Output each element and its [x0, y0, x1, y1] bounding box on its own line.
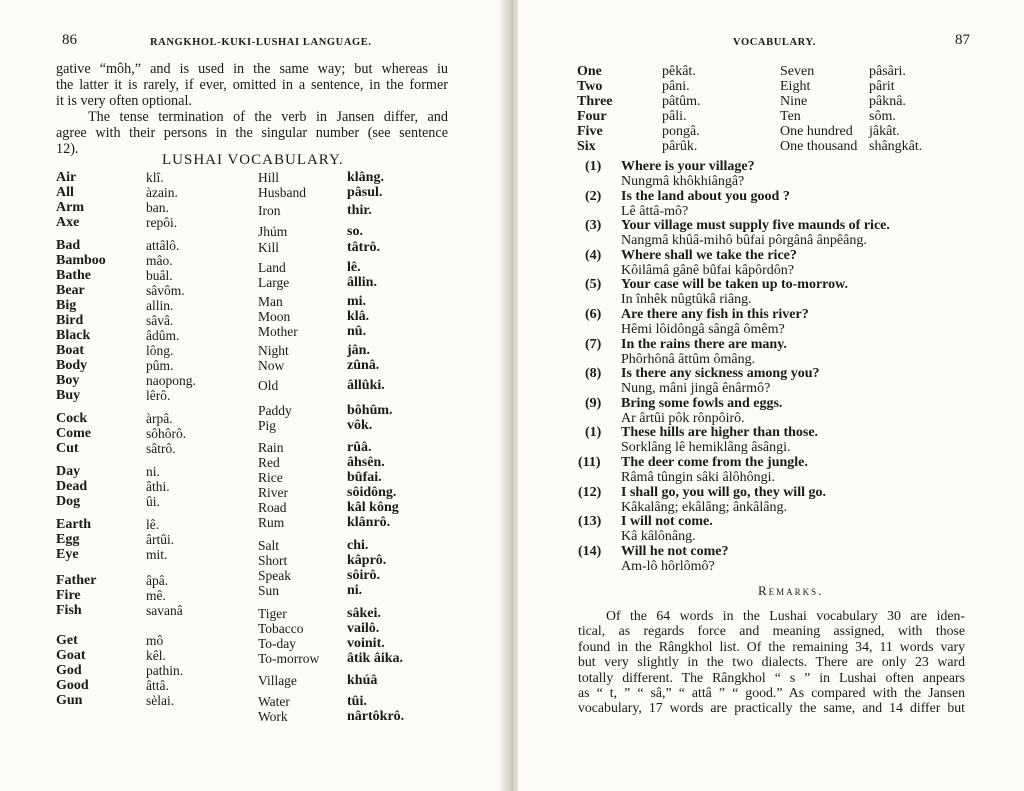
- vocab-word: Cut: [56, 441, 79, 456]
- remarks-line: Of the 64 words in the Lushai vocabulary 30 are iden-: [606, 608, 965, 623]
- intro-line: it is very often optional.: [56, 93, 192, 109]
- sentence-number: (5): [585, 277, 602, 292]
- sentence-english: I shall go, you will go, they will go.: [621, 485, 826, 500]
- numeral-meaning: pâtûm.: [662, 94, 701, 109]
- sentence-number: (1): [585, 425, 602, 440]
- vocab-meaning: zûnâ.: [347, 358, 380, 373]
- intro-line: The tense termination of the verb in Jansen differ, and: [88, 109, 448, 125]
- vocab-meaning: ban.: [146, 200, 169, 215]
- vocab-meaning: sâvâ.: [146, 313, 174, 328]
- numeral-meaning: pêkât.: [662, 64, 696, 79]
- vocab-meaning: mâo.: [146, 253, 173, 268]
- sentence-english: Bring some fowls and eggs.: [621, 396, 783, 411]
- vocab-word: Goat: [56, 648, 86, 663]
- vocab-word: Work: [258, 709, 288, 724]
- vocab-meaning: âttâ.: [146, 678, 169, 693]
- vocab-word: Land: [258, 260, 286, 275]
- numeral-word: Four: [577, 109, 607, 124]
- vocab-meaning: klî.: [146, 170, 164, 185]
- vocab-meaning: âpâ.: [146, 573, 169, 588]
- vocab-meaning: lêrô.: [146, 388, 171, 403]
- sentence-lushai: Phôrhônâ âttûm ômâng.: [621, 352, 756, 367]
- numeral-meaning: sôm.: [869, 109, 896, 124]
- sentence-number: (1): [585, 159, 602, 174]
- vocab-word: Bathe: [56, 268, 91, 283]
- sentence-number: (11): [578, 455, 601, 470]
- vocab-word: Fire: [56, 588, 81, 603]
- vocab-word: Egg: [56, 532, 80, 547]
- vocab-word: Earth: [56, 517, 91, 532]
- vocab-meaning: vôk.: [347, 418, 373, 433]
- intro-line: agree with their persons in the singular number (see sentence: [56, 125, 448, 141]
- sentence-number: (3): [585, 218, 602, 233]
- remarks-heading: Remarks.: [758, 583, 824, 598]
- vocab-meaning: lê.: [347, 260, 361, 275]
- vocab-word: Dog: [56, 494, 81, 509]
- vocab-meaning: sâtrô.: [146, 441, 176, 456]
- vocab-meaning: âhsên.: [347, 455, 385, 470]
- numeral-meaning: pâni.: [662, 79, 690, 94]
- sentence-english: Where is your village?: [621, 159, 755, 174]
- vocab-meaning: naopong.: [146, 373, 196, 388]
- running-head-left: RANGKHOL-KUKI-LUSHAI LANGUAGE.: [150, 37, 372, 48]
- vocab-meaning: bûfai.: [347, 470, 382, 485]
- remarks-line: found in the Rângkhol list. Of the remaining 34, 11 words vary: [578, 638, 965, 654]
- sentence-lushai: Ar ârtûi pôk rônpôirô.: [621, 411, 745, 426]
- vocab-word: Pig: [258, 418, 277, 433]
- vocab-meaning: mi.: [347, 294, 367, 309]
- vocab-word: All: [56, 185, 74, 200]
- numeral-meaning: pâli.: [662, 109, 687, 124]
- vocab-meaning: sâvôm.: [146, 283, 185, 298]
- sentence-english: Your village must supply five maunds of rice.: [621, 218, 890, 233]
- vocab-word: Axe: [56, 215, 80, 230]
- sentence-lushai: In înhêk nûgtûkâ riâng.: [621, 292, 752, 307]
- vocab-meaning: nû.: [347, 324, 367, 339]
- vocab-meaning: pâsul.: [347, 185, 383, 200]
- vocab-word: Bad: [56, 238, 81, 253]
- vocab-meaning: chi.: [347, 538, 369, 553]
- vocab-meaning: mê.: [146, 588, 166, 603]
- vocab-word: Husband: [258, 185, 306, 200]
- remarks-line: totally different. The Rângkhol “ s ” in Lushai often anpears: [578, 669, 965, 685]
- vocab-meaning: voinit.: [347, 636, 385, 651]
- numeral-word: Nine: [780, 94, 808, 109]
- sentence-lushai: Nungmâ khôkhiângâ?: [621, 174, 745, 189]
- vocab-meaning: vailô.: [347, 621, 380, 636]
- sentence-number: (14): [578, 544, 602, 559]
- vocab-meaning: âdûm.: [146, 328, 180, 343]
- vocab-word: Mother: [258, 324, 298, 339]
- vocab-word: Large: [258, 275, 290, 290]
- vocab-word: Old: [258, 378, 279, 393]
- sentence-english: Is there any sickness among you?: [621, 366, 820, 381]
- vocab-meaning: âllin.: [347, 275, 377, 290]
- sentence-english: In the rains there are many.: [621, 337, 787, 352]
- vocab-word: Arm: [56, 200, 84, 215]
- vocab-word: Iron: [258, 203, 281, 218]
- remarks-line: but very slightly in the two dialects. There are only 23 ward: [578, 654, 965, 670]
- numeral-meaning: pongâ.: [662, 124, 700, 139]
- vocab-meaning: klâng.: [347, 170, 384, 185]
- vocab-word: Bamboo: [56, 253, 106, 268]
- vocab-meaning: rûâ.: [347, 440, 372, 455]
- page-number-right: 87: [955, 32, 970, 48]
- vocab-meaning: tâtrô.: [347, 240, 381, 255]
- sentence-english: Where shall we take the rice?: [621, 248, 797, 263]
- vocab-meaning: kâprô.: [347, 553, 387, 568]
- page-number-left: 86: [62, 32, 77, 48]
- vocab-word: Salt: [258, 538, 280, 553]
- sentence-english: Your case will be taken up to-morrow.: [621, 277, 848, 292]
- sentence-english: I will not come.: [621, 514, 713, 529]
- vocab-word: To-morrow: [258, 651, 320, 666]
- vocab-meaning: tûi.: [347, 694, 367, 709]
- vocab-word: Black: [56, 328, 91, 343]
- vocab-word: Hill: [258, 170, 280, 185]
- vocab-word: Boy: [56, 373, 80, 388]
- vocab-word: Buy: [56, 388, 81, 403]
- vocab-meaning: repôi.: [146, 215, 178, 230]
- numeral-meaning: pâknâ.: [869, 94, 906, 109]
- vocab-meaning: ûi.: [146, 494, 160, 509]
- vocab-word: Paddy: [258, 403, 292, 418]
- vocab-meaning: àzain.: [146, 185, 178, 200]
- sentence-lushai: Kôilâmâ gânê bûfai kâpôrdôn?: [621, 263, 794, 278]
- intro-paragraph: [56, 61, 448, 157]
- vocab-meaning: klânrô.: [347, 515, 391, 530]
- vocab-meaning: âthi.: [146, 479, 170, 494]
- numeral-word: Seven: [780, 64, 815, 79]
- vocab-word: Big: [56, 298, 77, 313]
- sentence-number: (6): [585, 307, 602, 322]
- vocab-word: Now: [258, 358, 285, 373]
- numeral-word: Three: [577, 94, 613, 109]
- numeral-word: Ten: [780, 109, 801, 124]
- remarks-paragraph: [578, 608, 965, 716]
- sentence-number: (13): [578, 514, 602, 529]
- vocab-meaning: savanâ: [146, 603, 183, 618]
- remarks-line: tical, as regards force and meaning assigned, with those: [578, 623, 965, 639]
- sentence-number: (2): [585, 189, 602, 204]
- numeral-word: One thousand: [780, 139, 858, 154]
- vocab-meaning: sôidông.: [347, 485, 397, 500]
- vocab-meaning: pathin.: [146, 663, 184, 678]
- vocab-word: Body: [56, 358, 88, 373]
- numeral-word: Eight: [780, 79, 811, 94]
- numeral-meaning: shângkât.: [869, 139, 923, 154]
- vocab-word: Moon: [258, 309, 291, 324]
- vocab-word: Jhúm: [258, 224, 288, 239]
- numeral-meaning: pârit: [869, 79, 895, 94]
- vocab-meaning: ârtûi.: [146, 532, 175, 547]
- vocab-meaning: âtik âika.: [347, 651, 404, 666]
- vocab-word: River: [258, 485, 288, 500]
- intro-line: gative “môh,” and is used in the same way; but whereas iu: [56, 61, 448, 77]
- vocab-meaning: pûm.: [146, 358, 174, 373]
- intro-line: the latter it is rarely, if ever, omitted in a sentence, in the former: [56, 77, 448, 93]
- sentence-number: (7): [585, 337, 602, 352]
- vocab-meaning: nârtôkrô.: [347, 709, 405, 724]
- sentence-lushai: Kâkalâng; ekâlâng; ânkâlâng.: [621, 500, 787, 515]
- sentence-english: Are there any fish in this river?: [621, 307, 809, 322]
- vocab-word: Fish: [56, 603, 82, 618]
- intro-line: 12).: [56, 141, 79, 157]
- vocab-meaning: jân.: [347, 343, 370, 358]
- vocab-word: Village: [258, 673, 297, 688]
- sentence-english: Is the land about you good ?: [621, 189, 790, 204]
- sentence-number: (4): [585, 248, 602, 263]
- sentence-lushai: Sorklâng lê hemiklâng âsângi.: [621, 440, 791, 455]
- vocab-word: Bear: [56, 283, 85, 298]
- vocab-meaning: mô: [146, 633, 164, 648]
- vocab-meaning: kêl.: [146, 648, 166, 663]
- sentence-english: These hills are higher than those.: [621, 425, 819, 440]
- vocab-word: God: [56, 663, 82, 678]
- sentence-english: The deer come from the jungle.: [621, 455, 808, 470]
- vocab-meaning: sèlai.: [146, 693, 175, 708]
- vocab-meaning: kâl kông: [347, 500, 399, 515]
- vocab-meaning: bôhûm.: [347, 403, 393, 418]
- vocab-word: Rice: [258, 470, 283, 485]
- vocab-word: Tobacco: [258, 621, 304, 636]
- sentence-number: (12): [578, 485, 602, 500]
- vocab-meaning: khúâ: [347, 673, 378, 688]
- sentence-number: (9): [585, 396, 602, 411]
- numeral-word: One hundred: [780, 124, 853, 139]
- sentence-lushai: Râmâ tûngin sâki âlôhôngi.: [621, 470, 775, 485]
- sentence-lushai: Am-lô hôrlômô?: [621, 559, 715, 574]
- vocab-meaning: attâlô.: [146, 238, 180, 253]
- vocab-word: Speak: [258, 568, 291, 583]
- vocab-meaning: so.: [347, 224, 363, 239]
- vocab-word: Eye: [56, 547, 79, 562]
- vocab-word: Day: [56, 464, 81, 479]
- numeral-word: One: [577, 64, 602, 79]
- vocab-meaning: ni.: [146, 464, 160, 479]
- sentence-lushai: Nangmâ khûâ-mihô bûfai pôrgânâ ânpêâng.: [621, 233, 867, 248]
- vocab-word: Cock: [56, 411, 88, 426]
- vocab-meaning: âllûki.: [347, 378, 385, 393]
- vocab-meaning: buâl.: [146, 268, 173, 283]
- vocab-meaning: ni.: [347, 583, 363, 598]
- vocab-word: Tiger: [258, 606, 287, 621]
- numeral-word: Six: [577, 139, 596, 154]
- sentence-lushai: Hêmi lôidôngâ sângâ ômêm?: [621, 322, 785, 337]
- vocab-word: Night: [258, 343, 289, 358]
- vocab-meaning: allin.: [146, 298, 174, 313]
- remarks-line: vocabulary, 17 words are practically the same, and 14 differ but: [578, 700, 965, 716]
- vocab-word: Get: [56, 633, 78, 648]
- vocab-word: To-day: [258, 636, 297, 651]
- numeral-meaning: jâkât.: [869, 124, 900, 139]
- vocab-word: Gun: [56, 693, 83, 708]
- vocab-word: Bird: [56, 313, 84, 328]
- sentence-lushai: Kâ kâlônâng.: [621, 529, 696, 544]
- vocab-meaning: thir.: [347, 203, 372, 218]
- vocab-word: Come: [56, 426, 91, 441]
- remarks-line: as “ t, ” “ sâ,” “ attâ ” “ good.” As compared with the Jansen: [578, 685, 965, 701]
- running-head-right: VOCABULARY.: [733, 37, 816, 48]
- vocab-word: Rum: [258, 515, 285, 530]
- vocab-word: Air: [56, 170, 77, 185]
- sentence-number: (8): [585, 366, 602, 381]
- numeral-meaning: pârûk.: [662, 139, 698, 154]
- vocab-meaning: sôirô.: [347, 568, 381, 583]
- vocab-word: Water: [258, 694, 290, 709]
- vocab-meaning: àrpâ.: [146, 411, 173, 426]
- numeral-word: Two: [577, 79, 603, 94]
- vocab-word: Boat: [56, 343, 84, 358]
- sentence-lushai: Lê âttâ-mô?: [621, 204, 689, 219]
- vocab-heading: LUSHAI VOCABULARY.: [162, 152, 344, 168]
- vocab-word: Good: [56, 678, 89, 693]
- vocab-word: Road: [258, 500, 287, 515]
- vocab-word: Man: [258, 294, 283, 309]
- vocab-meaning: sôhôrô.: [146, 426, 187, 441]
- vocab-word: Red: [258, 455, 280, 470]
- vocab-word: Rain: [258, 440, 284, 455]
- numeral-word: Five: [577, 124, 603, 139]
- vocab-word: Sun: [258, 583, 280, 598]
- vocab-word: Father: [56, 573, 97, 588]
- sentence-english: Will he not come?: [621, 544, 729, 559]
- vocab-word: Kill: [258, 240, 280, 255]
- vocab-word: Short: [258, 553, 288, 568]
- vocab-meaning: lê.: [146, 517, 160, 532]
- sentence-lushai: Nung, mâni jingâ ênârmô?: [621, 381, 771, 396]
- vocab-meaning: mit.: [146, 547, 168, 562]
- numeral-meaning: pâsâri.: [869, 64, 906, 79]
- vocab-meaning: lông.: [146, 343, 174, 358]
- vocab-meaning: sâkei.: [347, 606, 381, 621]
- vocab-word: Dead: [56, 479, 88, 494]
- vocab-meaning: klâ.: [347, 309, 370, 324]
